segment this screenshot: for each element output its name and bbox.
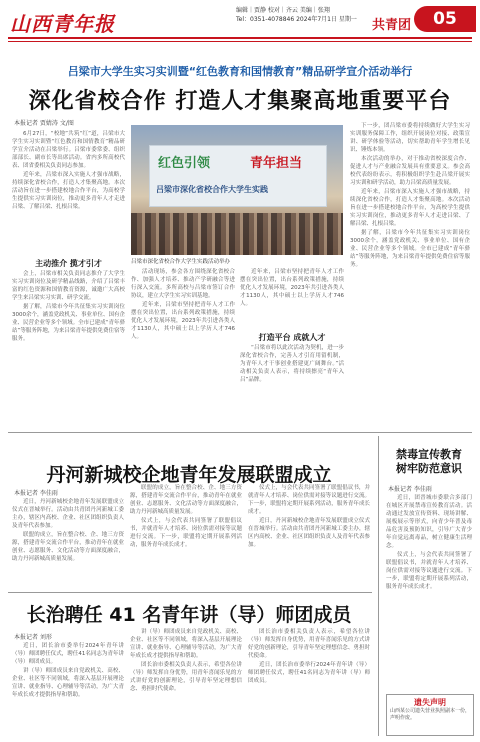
paragraph: 本次活动的举办，对于推动省校深度合作、促进人才与产业融合发展具有重要意义。参会高校代表纷纷表示，将积极组织学生赴吕梁开展实习实训和研学活动，助力吕梁高质量发展。 <box>350 156 470 186</box>
paragraph: 活动现场，参会各方围绕深化省校合作、加强人才培养、推动产学研融合等进行深入交流。多所高校与吕梁市签订合作协议，建立大学生实习实训基地。 <box>131 269 235 299</box>
paragraph: “吕梁市将以此次活动为契机，进一步深化省校合作，完善人才引育用留机制，为青年人才干事创业搭建更广阔舞台。”活动相关负责人表示，将持续擦亮“青年入吕”品牌。 <box>240 345 344 383</box>
story3-headline: 长治聘任 41 名青年讲（导）师团成员 <box>26 604 352 626</box>
column-divider <box>378 436 379 736</box>
paragraph: 近年来，吕梁市坚持把青年人才工作摆在突出位置，出台系列政策措施，持续优化人才发展环境，2023年共引进各类人才1130人，其中硕士以上学历人才746人。 <box>131 302 235 340</box>
banner-text-right: 青年担当 <box>250 156 303 171</box>
photo-audience <box>131 213 343 255</box>
paragraph: 仪式上，与会代表共同签署了联盟倡议书，并就青年人才培养、岗位供需对接等议题进行交流。下一步，联盟将定期开展系列活动，服务青年成长成才。 <box>386 552 472 590</box>
section-name: 共青团 <box>372 18 412 33</box>
paragraph: 近年来，吕梁市深入实施人才强市战略，持续深化省校合作，打造人才集聚高地。本次活动旨在进一步搭建校地合作平台，为高校学生提供实习实训岗位，推动更多青年人才走进吕梁、了解吕梁、扎根吕梁。 <box>12 172 125 210</box>
sidebar-byline: 本报记者 李佳雨 <box>388 486 432 493</box>
paragraph: 近年来，吕梁市深入实施人才强市战略，持续深化省校合作，打造人才集聚高地。本次活动旨在进一步搭建校地合作平台，为高校学生提供实习实训岗位，推动更多青年人才走进吕梁、了解吕梁、扎根吕梁。 <box>350 189 470 227</box>
legal-notice <box>386 694 474 736</box>
story3-byline: 本报记者 刘形 <box>14 634 52 641</box>
paragraph: 会上，吕梁市相关负责同志推介了大学生实习实训岗位及研学精品线路，介绍了吕梁丰富的红色资源和国情教育资源，诚邀广大高校学生来吕梁实习实训、研学交流。 <box>12 271 125 301</box>
sidebar-body <box>386 494 472 690</box>
paragraph: 近日，丹河新城校企地青年发展联盟成立仪式在晋城举行。活动由共青团丹河新城工委主办，辖区内高校、企业、社区团组织负责人及青年代表参加。 <box>12 499 124 529</box>
story2-col1 <box>12 498 124 590</box>
paragraph: 近日，团长治市委举行2024年青年讲（导）师团聘任仪式，聘任41名同志为青年讲（导）师团成员。 <box>12 643 124 665</box>
story2-byline: 本报记者 李佳雨 <box>14 490 58 497</box>
story2-headline: 丹河新城校企地青年发展联盟成立 <box>46 464 332 486</box>
story3-col2 <box>130 628 242 738</box>
masthead-rule <box>8 37 472 39</box>
story2-col3 <box>248 484 370 590</box>
paragraph: 仪式上，与会代表共同签署了联盟倡议书，并就青年人才培养、岗位供需对接等议题进行交流。下一步，联盟将定期开展系列活动，服务青年成长成才。 <box>248 485 370 515</box>
story1-subhead1: 主动推介 揽才引才 <box>35 259 102 268</box>
paragraph: 团长治市委相关负责人表示，希望各位讲（导）师发挥自身优势，用青年喜闻乐见的方式讲好党的创新理论，引导青年坚定理想信念、勇担时代使命。 <box>130 662 242 692</box>
notice-body: 山西某公司遗失营业执照副本一份，声明作废。 <box>390 708 471 721</box>
paragraph: 讲（导）师团成员来自党政机关、高校、企业、社区等不同领域，将深入基层开展理论宣讲、就业指导、心理辅导等活动，为广大青年成长成才提供指导和帮助。 <box>130 629 242 659</box>
paragraph: 近日，丹河新城校企地青年发展联盟成立仪式在晋城举行。活动由共青团丹河新城工委主办，辖区内高校、企业、社区团组织负责人及青年代表参加。 <box>248 518 370 548</box>
banner-text-left: 红色引领 <box>158 156 211 171</box>
sidebar-title-line: 禁毒宣传教育 <box>396 448 462 461</box>
story1-kicker: 吕梁市大学生实习实训暨“红色教育和国情教育”精品研学宣介活动举行 <box>67 65 413 78</box>
paragraph: 下一步，团吕梁市委将持续做好大学生实习实训服务保障工作，组织开展岗位对接、政策宣讲、研学体验等活动，切实帮助青年学生增长见识、锤炼本领。 <box>350 123 470 153</box>
story2-col2 <box>130 484 242 590</box>
paragraph: 联盟的成立，旨在整合校、企、地三方资源，搭建青年交流合作平台，推动青年在就业创业、志愿服务、文化活动等方面深度融合，助力丹河新城高质量发展。 <box>130 485 242 515</box>
story1-byline: 本报记者 贾婧涛 文/图 <box>14 120 74 127</box>
story1-col1 <box>12 130 125 242</box>
paragraph: 讲（导）师团成员来自党政机关、高校、企业、社区等不同领域，将深入基层开展理论宣讲、就业指导、心理辅导等活动，为广大青年成长成才提供指导和帮助。 <box>12 668 124 698</box>
story1-col1b <box>12 270 125 422</box>
sidebar-headline <box>386 448 472 476</box>
paragraph: 联盟的成立，旨在整合校、企、地三方资源，搭建青年交流合作平台，推动青年在就业创业、志愿服务、文化活动等方面深度融合，助力丹河新城高质量发展。 <box>12 532 124 562</box>
story3-col3 <box>248 628 370 738</box>
story1-col3 <box>240 268 344 328</box>
paragraph: 仪式上，与会代表共同签署了联盟倡议书，并就青年人才培养、岗位供需对接等议题进行交流。下一步，联盟将定期开展系列活动，服务青年成长成才。 <box>130 518 242 548</box>
notice-title: 遗失声明 <box>414 698 446 707</box>
photo-caption: 吕梁市深化省校合作大学生实践活动举办 <box>131 259 231 265</box>
paragraph: 近年来，吕梁市坚持把青年人才工作摆在突出位置，出台系列政策措施，持续优化人才发展环境，2023年共引进各类人才1130人，其中硕士以上学历人才746人。 <box>240 269 344 307</box>
story1-col4 <box>350 122 470 422</box>
paragraph: 据了解，吕梁市今年共征集实习实训岗位3000余个，涵盖党政机关、事业单位、国有企业、民营企业等多个领域。全市已建成“青年驿站”等服务阵地，为来吕梁青年提供免费住宿等服务。 <box>12 304 125 342</box>
paragraph: 6月27日，“校地”共筑“红”道，吕梁市大学生实习实训暨“红色教育和国情教育”精品研学宣介活动在吕梁举行。吕梁市委常委、组织部部长、副市长等出席活动。省内多所高校代表、团省委相关负责同志参加。 <box>12 131 125 169</box>
paragraph: 团长治市委相关负责人表示，希望各位讲（导）师发挥自身优势，用青年喜闻乐见的方式讲好党的创新理论，引导青年坚定理想信念、勇担时代使命。 <box>248 629 370 659</box>
masthead-rule-thin <box>8 41 472 42</box>
contact-date-line: Tel：0351-4078846 2024年7月1日 星期一 <box>236 16 357 23</box>
page-number: 05 <box>414 6 476 32</box>
section-divider <box>8 432 472 433</box>
story1-col2 <box>131 268 235 426</box>
paragraph: 近日，团长治市委举行2024年青年讲（导）师团聘任仪式，聘任41名同志为青年讲（导）师团成员。 <box>248 662 370 684</box>
paragraph: 近日，团晋城市委联合多部门在城区开展禁毒宣传教育活动。活动通过发放宣传资料、现场讲解、展板展示等形式，向青少年普及毒品危害及预防知识，引导广大青少年自觉远离毒品，树立健康生活理念。 <box>386 495 472 549</box>
masthead <box>0 0 480 44</box>
story1-col3b <box>240 344 344 424</box>
photo-backdrop <box>149 145 327 207</box>
editor-line: 编辑｜贾静 校对｜齐云 美编｜张翔 <box>236 7 330 14</box>
newspaper-logo: 山西青年报 <box>10 12 115 36</box>
story1-headline: 深化省校合作 打造人才集聚高地重要平台 <box>28 89 452 114</box>
event-photo <box>131 125 343 255</box>
section-divider <box>8 592 372 593</box>
banner-text-bottom: 吕梁市深化省校合作大学生实践 <box>156 184 268 194</box>
sidebar-title-line: 树牢防范意识 <box>396 462 462 475</box>
story1-subhead2: 打造平台 成就人才 <box>258 333 326 342</box>
story3-col1 <box>12 642 124 738</box>
paragraph: 据了解，吕梁市今年共征集实习实训岗位3000余个，涵盖党政机关、事业单位、国有企业、民营企业等多个领域。全市已建成“青年驿站”等服务阵地，为来吕梁青年提供免费住宿等服务。 <box>350 230 470 268</box>
